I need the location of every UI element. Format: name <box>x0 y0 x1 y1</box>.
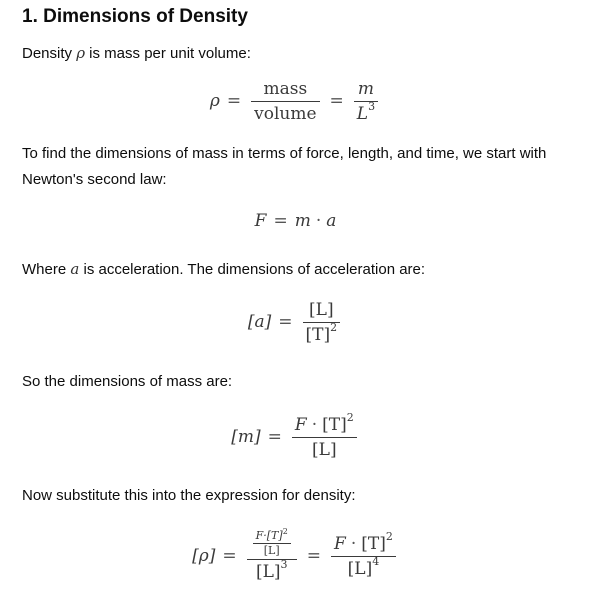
eq3-numerator: [L] <box>309 299 334 320</box>
eq4-num-dot: · <box>311 414 318 435</box>
compound-fraction <box>247 527 297 582</box>
eq5-r-den-exponent: 4 <box>372 554 380 568</box>
eq1-equals: = <box>226 91 242 111</box>
fraction-bar <box>247 559 297 560</box>
eq1-denominator-volume: volume <box>254 103 317 124</box>
newton-intro-line-1: To find the dimensions of mass in terms of force, length, and time, we start with <box>22 145 547 162</box>
eq1-numerator-mass: mass <box>263 78 308 99</box>
eq5-r-num-F: F <box>334 533 346 554</box>
eq2-F: F <box>254 211 267 231</box>
eq5-lhs: [ρ] <box>192 546 216 566</box>
L-over-T2-fraction <box>303 300 341 345</box>
eq5-outer-den-exponent: 3 <box>280 558 288 571</box>
fraction-bar <box>331 556 396 557</box>
F-T2-over-L-fraction <box>292 410 357 460</box>
eq2-m: m <box>294 211 311 231</box>
eq4-num-F: F <box>294 414 307 435</box>
eq5-r-num-exponent: 2 <box>385 529 393 543</box>
eq3-equals: = <box>278 312 293 332</box>
eq4-equals: = <box>267 427 282 447</box>
eq5-r-num-T: [T] <box>361 533 386 554</box>
eq5-equals: = <box>222 546 237 566</box>
section-heading: 1. Dimensions of Density <box>22 6 248 27</box>
newton-second-law-equation <box>0 208 591 234</box>
mass-dimensions-paragraph: So the dimensions of mass are: <box>22 373 233 390</box>
mass-over-volume-fraction <box>251 79 319 124</box>
newton-intro-paragraph <box>22 141 583 193</box>
density-equation <box>0 78 591 124</box>
rho-symbol: ρ <box>76 44 86 62</box>
eq5-equals-2: = <box>306 546 322 566</box>
eq5-outer-den: [L] <box>255 562 281 582</box>
eq1-equals-2: = <box>329 91 344 111</box>
eq3-lhs: [a] <box>247 312 272 332</box>
eq1-lhs: ρ <box>209 91 220 111</box>
m-over-L3-fraction <box>354 79 378 124</box>
eq5-inner-num-exponent: 2 <box>282 527 288 536</box>
eq4-lhs: [m] <box>231 427 261 447</box>
eq4-num-exponent: 2 <box>346 410 354 424</box>
eq2-equals: = <box>273 211 288 231</box>
eq4-denominator: [L] <box>312 439 337 460</box>
eq5-r-num-dot: · <box>350 533 357 554</box>
F-T2-over-L4-fraction <box>331 529 396 579</box>
eq5-inner-den: [L] <box>263 544 280 557</box>
inner-fraction <box>253 527 291 557</box>
inner-fraction-wrapper <box>247 527 297 557</box>
acceleration-text-before: Where <box>22 261 71 278</box>
eq1-den-exponent: 3 <box>368 99 376 113</box>
eq1-den-L: L <box>356 103 369 124</box>
eq3-den-exponent: 2 <box>330 320 338 334</box>
fraction-bar <box>292 437 357 438</box>
eq5-inner-num: F·[T] <box>255 529 283 542</box>
eq1-numerator-m: m <box>357 78 374 99</box>
fraction-bar <box>251 101 319 102</box>
density-intro-text-before: Density <box>22 45 77 62</box>
eq2-dot: · <box>315 211 322 231</box>
density-intro-text-after: is mass per unit volume: <box>85 45 251 62</box>
eq5-r-den-L: [L] <box>347 558 373 579</box>
eq3-den-T: [T] <box>305 324 331 345</box>
density-intro-paragraph <box>22 40 583 67</box>
acceleration-dimensions-equation <box>0 297 591 347</box>
eq2-a: a <box>326 211 337 231</box>
density-dimensions-equation <box>0 522 591 590</box>
acceleration-text-after: is acceleration. The dimensions of acceleration are: <box>79 261 426 278</box>
eq4-num-T: [T] <box>322 414 347 435</box>
acceleration-intro-paragraph <box>22 256 583 283</box>
substitute-paragraph: Now substitute this into the expression for density: <box>22 487 356 504</box>
newton-intro-line-2: Newton's second law: <box>22 171 167 188</box>
a-symbol: a <box>70 260 80 278</box>
mass-dimensions-equation <box>0 411 591 463</box>
